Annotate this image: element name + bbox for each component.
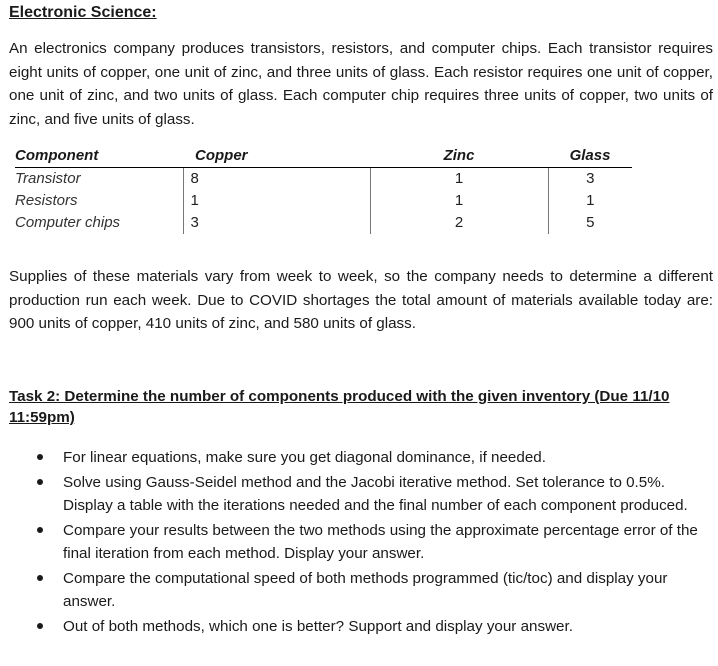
copper-value: 3	[183, 212, 370, 234]
glass-value: 1	[548, 190, 632, 212]
task-bullet-list	[0, 446, 718, 639]
list-item: Out of both methods, which one is better? Support and display your answer.	[0, 615, 718, 639]
copper-value: 1	[183, 190, 370, 212]
component-name: Resistors	[15, 192, 78, 209]
glass-value: 5	[548, 212, 632, 234]
glass-value: 3	[548, 168, 632, 191]
list-item: Compare your results between the two methods using the approximate percentage error of the final iteration from each method. Display your answer.	[0, 519, 718, 566]
component-name: Transistor	[15, 170, 81, 187]
page-heading: Electronic Science:	[9, 4, 157, 21]
zinc-value: 2	[370, 212, 548, 234]
copper-value: 8	[183, 168, 370, 191]
zinc-value: 1	[370, 190, 548, 212]
component-name: Computer chips	[15, 214, 121, 231]
header-component: Component	[15, 145, 183, 168]
table-row	[15, 190, 632, 212]
header-copper: Copper	[183, 145, 370, 168]
supplies-paragraph: Supplies of these materials vary from week to week, so the company needs to determine a different production run each week. Due to COVID shortages the total amount of materials available today are: 900 units of copper, 410 units of zinc, and 580 units of glass.	[9, 268, 713, 332]
header-zinc: Zinc	[370, 145, 548, 168]
table-row	[15, 168, 632, 191]
intro-paragraph: An electronics company produces transistors, resistors, and computer chips. Each transistor requires eight units of copper, one unit of zinc, and three units of glass. Each resistor requires one unit of copper, one unit of zinc, and two units of glass. Each computer chip requires three units of copper, two units of zinc, and five units of glass.	[9, 40, 713, 128]
table-row	[15, 212, 632, 234]
list-item: For linear equations, make sure you get diagonal dominance, if needed.	[0, 446, 718, 470]
materials-table	[15, 145, 632, 234]
list-item: Solve using Gauss-Seidel method and the Jacobi iterative method. Set tolerance to 0.5%. Display a table with the iterations needed and the final number of each component produced.	[0, 471, 718, 518]
task-title: Task 2: Determine the number of components produced with the given inventory (Due 11/10 11:59pm)	[9, 388, 670, 426]
header-glass: Glass	[548, 145, 632, 168]
zinc-value: 1	[370, 168, 548, 191]
list-item: Compare the computational speed of both methods programmed (tic/toc) and display your answer.	[0, 567, 718, 614]
table-header-row	[15, 145, 632, 168]
